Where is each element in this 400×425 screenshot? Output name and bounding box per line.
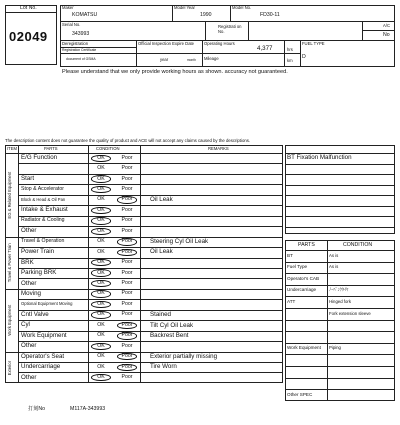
poor-option: Poor	[121, 238, 133, 245]
poor-circle	[117, 249, 137, 256]
col-remarks-header: REMARKS	[208, 146, 229, 151]
fuel-type-value: D	[302, 54, 306, 60]
row-rule	[5, 289, 283, 290]
poor-option: Poor	[121, 363, 133, 370]
col-condition-header: CONDITION	[96, 146, 120, 151]
spec-condition: As is	[329, 264, 339, 270]
row-rule	[18, 268, 283, 269]
registration-cert-label: Registration Certificate	[62, 48, 97, 52]
table-frame	[5, 145, 283, 383]
registration-label: Registrati on No.	[218, 24, 242, 35]
remark-text: Tilt Cyl Oil Leak	[150, 321, 194, 329]
spec-row-rule	[285, 262, 395, 263]
ok-option: OK	[97, 206, 105, 213]
spec-row-rule	[285, 378, 395, 379]
poor-option: Poor	[121, 321, 133, 328]
col-parts-header: PARTS	[44, 146, 58, 151]
ok-option: OK	[97, 353, 105, 360]
spec-part: BT	[287, 252, 293, 258]
row-rule	[18, 278, 283, 279]
group-label: Exterior	[7, 360, 12, 375]
maker-value: KOMATSU	[72, 12, 98, 18]
ok-option: OK	[97, 217, 105, 224]
part-name: Block & Head & Oil Pan	[21, 196, 66, 202]
poor-circle	[117, 322, 137, 329]
remark-text: Steering Cyl Oil Leak	[150, 237, 209, 245]
part-name: Other	[21, 373, 37, 381]
ok-option: OK	[97, 280, 105, 286]
spec-row-rule	[285, 354, 395, 355]
part-name: Power Train	[21, 248, 55, 256]
spec-row-rule	[285, 296, 395, 297]
remark-box-rule	[285, 174, 395, 175]
part-name: Travel & Operation	[21, 238, 65, 245]
poor-circle	[117, 238, 137, 245]
ok-option: OK	[97, 248, 105, 255]
mileage-label: Mileage	[204, 56, 219, 61]
row-rule	[18, 341, 283, 342]
spec-row-rule	[285, 308, 395, 309]
poor-circle	[117, 364, 137, 371]
ok-option: OK	[97, 238, 105, 245]
inspection-label: Official Inspection Expire Date	[138, 41, 195, 46]
ok-option: OK	[97, 290, 105, 297]
spec-part: Fuel Type	[287, 264, 308, 270]
ac-value: No	[383, 32, 390, 38]
part-name: Parking BRK	[21, 269, 57, 277]
month-label: month	[187, 58, 196, 62]
part-name: Undercarriage	[21, 363, 61, 371]
spec-part: Work Equipment	[287, 345, 321, 351]
ok-option: OK	[97, 165, 105, 172]
poor-option: Poor	[121, 227, 133, 234]
poor-option: Poor	[121, 300, 133, 307]
part-name: Moving	[21, 289, 41, 297]
remark-box-rule	[285, 206, 395, 207]
ok-option: OK	[97, 227, 105, 234]
poor-option: Poor	[121, 269, 133, 276]
row-rule	[18, 372, 283, 373]
row-rule	[18, 226, 283, 227]
part-name: Cntl Valve	[21, 310, 49, 318]
ok-option: OK	[97, 311, 105, 318]
ok-option: OK	[97, 342, 105, 349]
ok-circle	[91, 228, 111, 235]
fuel-type-label: FUEL TYPE	[302, 41, 325, 46]
spec-part: Undercarriage	[287, 287, 317, 293]
poor-option: Poor	[121, 259, 133, 266]
table-column-rule	[140, 145, 141, 383]
deregistration-label: Deregistration	[62, 41, 89, 46]
spec-row-rule	[285, 331, 395, 332]
part-name: Optional Equipment Moving	[21, 301, 73, 307]
poor-option: Poor	[121, 311, 133, 318]
row-rule	[18, 258, 283, 259]
ok-option: OK	[97, 259, 105, 266]
spec-row-rule	[285, 273, 395, 274]
model-no-label: Model No.	[232, 5, 252, 10]
part-name: Radiator & Cooling	[21, 217, 65, 224]
ok-option: OK	[97, 196, 105, 203]
remark-text: Stained	[150, 311, 171, 319]
ok-option: OK	[97, 269, 105, 276]
ok-circle	[91, 175, 111, 182]
part-name: Other	[21, 279, 37, 287]
maker-label: Maker	[62, 5, 74, 10]
row-rule	[18, 163, 283, 164]
ok-circle	[91, 217, 111, 224]
poor-option: Poor	[121, 280, 133, 286]
spec-part: Other SPEC	[287, 391, 313, 397]
part-name: Other	[21, 227, 37, 235]
part-name: E/G Function	[21, 154, 58, 162]
part-name: Operator's Seat	[21, 352, 65, 360]
table-column-rule	[18, 145, 19, 383]
ok-option: OK	[97, 154, 105, 161]
spec-condition: Piping	[329, 345, 341, 351]
document-label: document of GSMA	[66, 57, 96, 61]
ok-option: OK	[97, 363, 105, 370]
remark-box-rule	[285, 216, 395, 217]
model-year-label: Model Year	[174, 5, 195, 10]
km-unit: km	[287, 58, 293, 63]
remark-text: Exterior partially missing	[150, 352, 218, 360]
part-name: Cyl	[21, 321, 30, 329]
ok-circle	[91, 343, 111, 350]
remark-text: Tire Worn	[150, 363, 177, 371]
hours-disclaimer: Please understand that we only provide working hours as shown. accuracy not guaranteed.	[62, 69, 288, 75]
serial-label: Serial No.	[62, 22, 81, 27]
poor-circle	[117, 196, 137, 203]
part-name: Work Equipment	[21, 331, 67, 339]
model-no-value: FD30-11	[260, 12, 280, 18]
spec-row-rule	[285, 285, 395, 286]
spec-row-rule	[285, 366, 395, 367]
ok-circle	[91, 290, 111, 297]
spec-row-rule	[285, 343, 395, 344]
spec-condition: Hinged fork	[329, 298, 351, 304]
remark-box-rule	[285, 227, 395, 228]
poor-option: Poor	[121, 248, 133, 255]
header-grid	[60, 5, 395, 67]
part-name: Other	[21, 342, 37, 350]
poor-circle	[117, 332, 137, 339]
spec-condition: As is	[329, 252, 339, 258]
remark-box-rule	[285, 185, 395, 186]
poor-option: Poor	[121, 154, 133, 161]
quality-disclaimer: The description content does not guarantee the quality of product and ACE will not accept any claims caused by the descriptions.	[5, 138, 251, 143]
ok-circle	[91, 155, 111, 162]
lot-label: Lot No.	[20, 5, 37, 11]
spec-condition: ﾉｰﾊﾟﾝｸﾀｲﾔ	[329, 287, 349, 293]
group-label: Travel & Power Train	[7, 243, 12, 283]
part-name: Stop & Accelerator	[21, 185, 64, 192]
group-label: EG & Related Equipment	[7, 171, 12, 219]
serial-value: 343993	[72, 31, 90, 37]
col-item-header: ITEM	[7, 146, 18, 151]
ac-label: A/C	[383, 23, 390, 28]
model-year-value: 1990	[200, 12, 212, 18]
operating-hours-label: Operating Hours	[204, 41, 235, 46]
remark-text: Backrest Bent	[150, 331, 189, 339]
group-label: Work Equipment	[7, 304, 12, 336]
spec-header-rule	[285, 250, 395, 251]
part-name: Start	[21, 175, 35, 183]
side-remark: BT Fixation Malfunction	[287, 154, 352, 161]
operating-hours-value: 4,377	[257, 45, 273, 52]
poor-option: Poor	[121, 165, 133, 172]
poor-option: Poor	[121, 175, 133, 182]
spec-condition-header: CONDITION	[343, 242, 373, 248]
poor-option: Poor	[121, 374, 133, 381]
ok-option: OK	[97, 300, 105, 307]
remark-box-rule	[285, 164, 395, 165]
ok-circle	[91, 269, 111, 276]
ok-option: OK	[97, 374, 105, 381]
year-label: year	[160, 57, 169, 62]
poor-option: Poor	[121, 196, 133, 203]
ok-circle	[91, 311, 111, 318]
poor-option: Poor	[121, 353, 133, 360]
row-rule	[18, 174, 283, 175]
poor-option: Poor	[121, 206, 133, 213]
poor-option: Poor	[121, 332, 133, 339]
poor-option: Poor	[121, 342, 133, 349]
stamp-value: M117A-343993	[70, 406, 106, 412]
spec-row-rule	[285, 389, 395, 390]
spec-condition: Fork extension sleeve	[329, 310, 371, 316]
lot-number: 02049	[9, 29, 48, 44]
remark-text: Oil Leak	[150, 248, 173, 256]
remark-box-rule	[285, 195, 395, 196]
spec-row-rule	[285, 320, 395, 321]
spec-part: Operator's CAB	[287, 275, 320, 281]
poor-option: Poor	[121, 185, 133, 192]
poor-option: Poor	[121, 290, 133, 297]
stamp-label: 打刻No	[28, 406, 46, 412]
spec-parts-header: PARTS	[298, 242, 315, 248]
ok-option: OK	[97, 175, 105, 182]
ok-option: OK	[97, 185, 105, 192]
ok-option: OK	[97, 332, 105, 339]
spec-part: ATT	[287, 298, 296, 304]
ok-option: OK	[97, 321, 105, 328]
remark-text: Oil Leak	[150, 196, 173, 204]
hrs-unit: hrs	[287, 47, 293, 52]
poor-option: Poor	[121, 217, 133, 224]
part-name: BRK	[21, 258, 34, 266]
part-name: Intake & Exhaust	[21, 206, 68, 214]
row-rule	[18, 299, 283, 300]
